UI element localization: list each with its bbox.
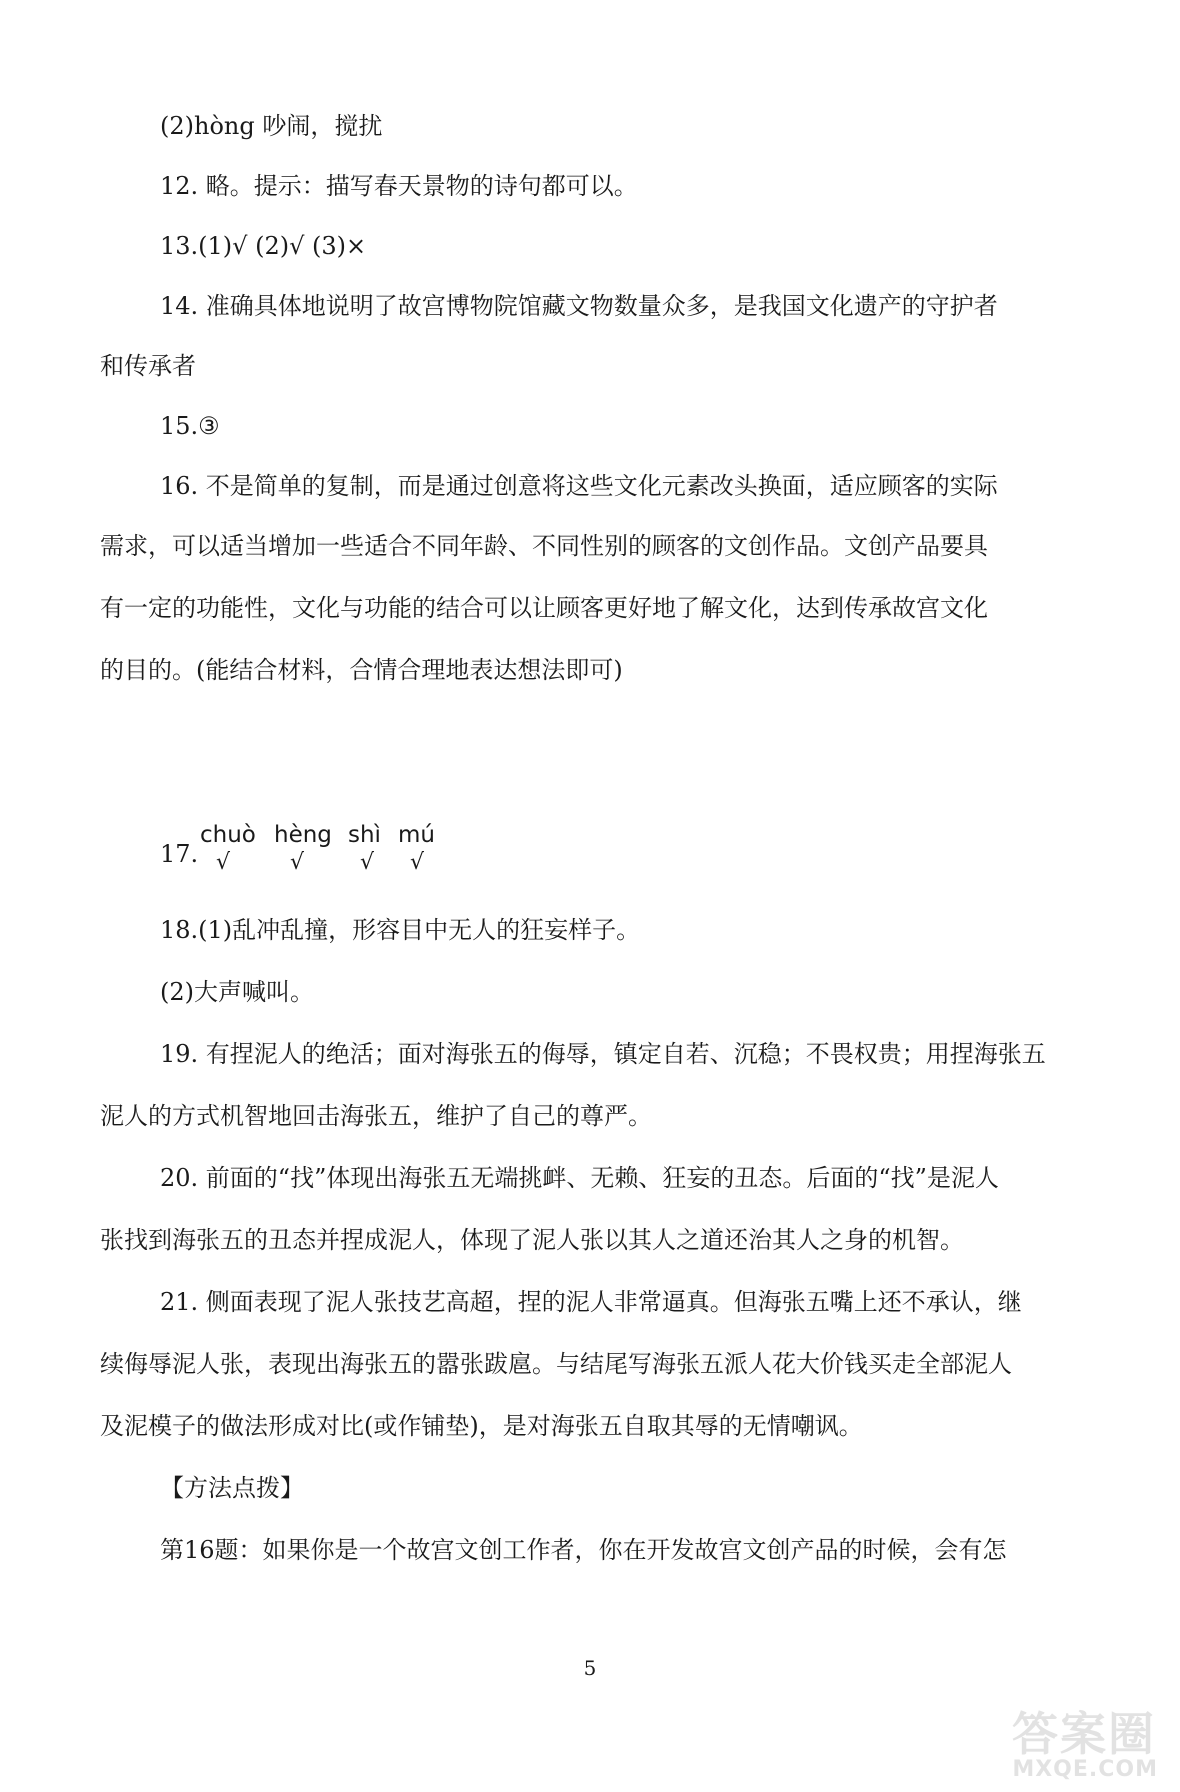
answer-14-line-2: 和传承者 xyxy=(100,352,196,380)
pinyin-3: shì xyxy=(348,822,381,848)
pinyin-2: hèng xyxy=(274,822,332,848)
answer-15: 15.③ xyxy=(160,412,220,440)
answer-13: 13.(1)√ (2)√ (3)× xyxy=(160,232,367,260)
answer-14-line-1: 14. 准确具体地说明了故宫博物院馆藏文物数量众多，是我国文化遗产的守护者 xyxy=(160,292,998,320)
method-tips-text: 第16题：如果你是一个故宫文创工作者，你在开发故宫文创产品的时候，会有怎 xyxy=(160,1536,1007,1564)
answer-17 xyxy=(160,822,760,882)
page-number: 5 xyxy=(583,1656,597,1680)
check-mark-4: √ xyxy=(410,850,425,875)
answer-21-line-2: 续侮辱泥人张，表现出海张五的嚣张跋扈。与结尾写海张五派人花大价钱买走全部泥人 xyxy=(100,1350,1012,1378)
answer-11-2: (2)hòng 吵闹，搅扰 xyxy=(160,112,383,140)
answer-20-line-2: 张找到海张五的丑态并捏成泥人，体现了泥人张以其人之道还治其人之身的机智。 xyxy=(100,1226,964,1254)
answer-16-line-4: 的目的。(能结合材料，合情合理地表达想法即可) xyxy=(100,656,623,684)
answer-19-line-2: 泥人的方式机智地回击海张五，维护了自己的尊严。 xyxy=(100,1102,652,1130)
check-mark-2: √ xyxy=(290,850,305,875)
check-mark-3: √ xyxy=(360,850,375,875)
answer-16-line-3: 有一定的功能性，文化与功能的结合可以让顾客更好地了解文化，达到传承故宫文化 xyxy=(100,594,988,622)
answer-12: 12. 略。提示：描写春天景物的诗句都可以。 xyxy=(160,172,638,200)
answer-16-line-2: 需求，可以适当增加一些适合不同年龄、不同性别的顾客的文创作品。文创产品要具 xyxy=(100,532,988,560)
answer-20-line-1: 20. 前面的“找”体现出海张五无端挑衅、无赖、狂妄的丑态。后面的“找”是泥人 xyxy=(160,1164,999,1192)
answer-18-1: 18.(1)乱冲乱撞，形容目中无人的狂妄样子。 xyxy=(160,916,641,944)
answer-21-line-1: 21. 侧面表现了泥人张技艺高超，捏的泥人非常逼真。但海张五嘴上还不承认，继 xyxy=(160,1288,1022,1316)
answer-19-line-1: 19. 有捏泥人的绝活；面对海张五的侮辱，镇定自若、沉稳；不畏权贵；用捏海张五 xyxy=(160,1040,1046,1068)
pinyin-1: chuò xyxy=(200,822,256,848)
answer-17-number: 17. xyxy=(160,840,199,868)
watermark-title: 答案圈 xyxy=(1012,1707,1156,1761)
answer-18-2: (2)大声喊叫。 xyxy=(160,978,314,1006)
method-tips-heading: 【方法点拨】 xyxy=(160,1474,304,1502)
answer-16-line-1: 16. 不是简单的复制，而是通过创意将这些文化元素改头换面，适应顾客的实际 xyxy=(160,472,998,500)
check-mark-1: √ xyxy=(216,850,231,875)
answer-21-line-3: 及泥模子的做法形成对比(或作铺垫)，是对海张五自取其辱的无情嘲讽。 xyxy=(100,1412,863,1440)
watermark-logo xyxy=(974,1698,1164,1782)
pinyin-4: mú xyxy=(398,822,435,848)
watermark-url: MXQE.COM xyxy=(1012,1757,1158,1782)
